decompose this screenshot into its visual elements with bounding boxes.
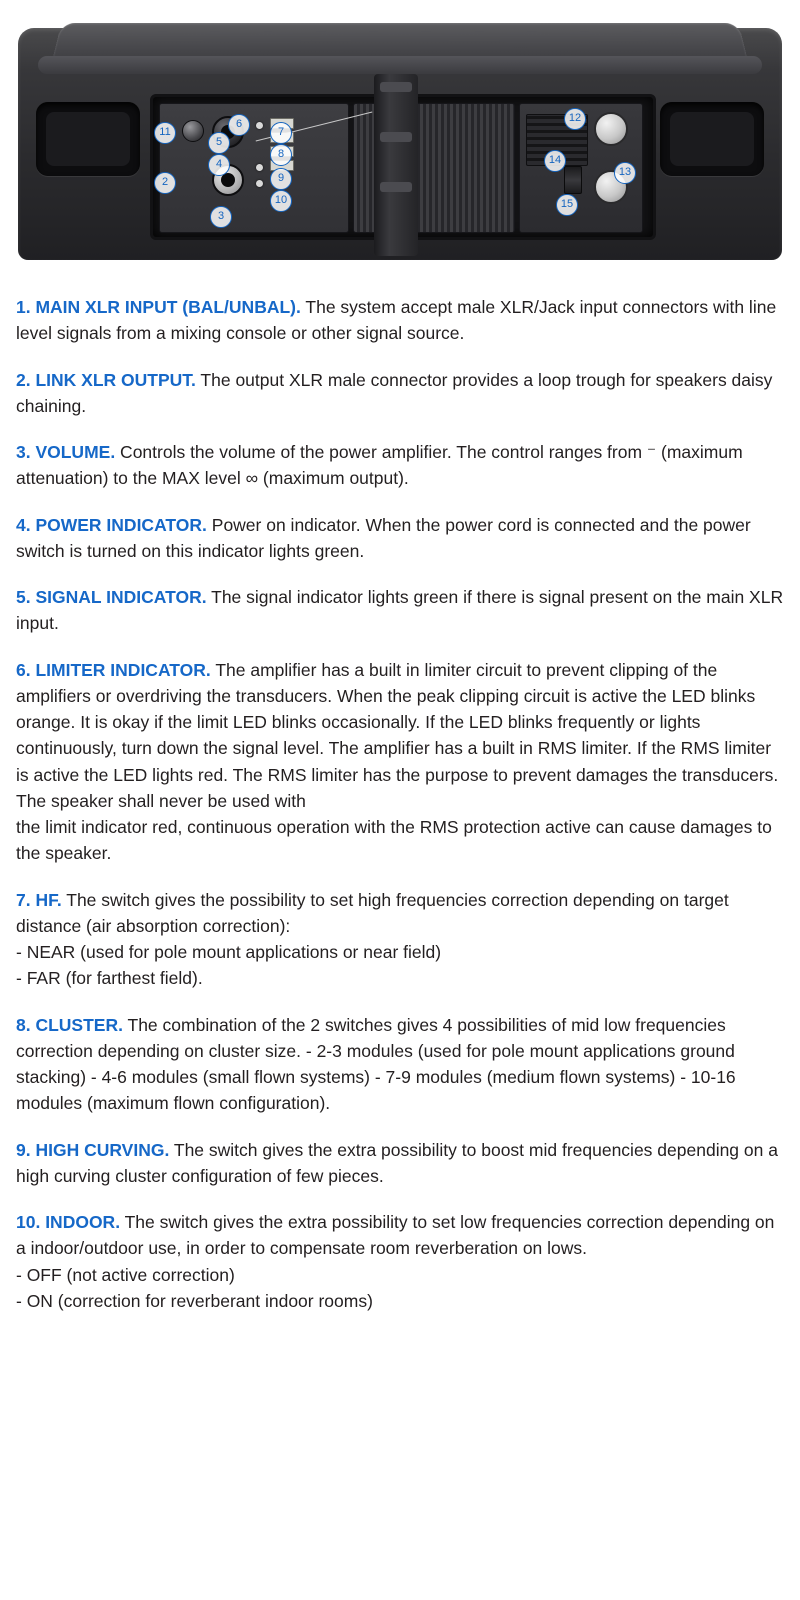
power-inlet-connector bbox=[594, 112, 628, 146]
signal-led bbox=[256, 164, 263, 171]
entry-6-body: The amplifier has a built in limiter circuit to prevent clipping of the amplifiers or overdriving the transducers. When the peak clipping circuit is active the LED blinks orange. It is okay if the limit LED blinks occasionally. If the LED blinks frequently or lights continuously, turn down the signal level. The amplifier has a built in RMS limiter. If the RMS limiter is active the LED lights red. The RMS limiter has the purpose to prevent damages the transducers. The speaker shall never be used with bbox=[16, 659, 779, 811]
callout-9: 9 bbox=[270, 168, 292, 190]
rigging-bar-mid bbox=[380, 132, 412, 142]
rigging-bar-top bbox=[380, 82, 412, 92]
callout-6: 6 bbox=[228, 114, 250, 136]
entry-4-body: Power on indicator. When the power cord is connected and the power switch is turned on this indicator lights green. bbox=[16, 514, 751, 561]
callout-14: 14 bbox=[544, 150, 566, 172]
entry-2-term: 2. LINK XLR OUTPUT. bbox=[16, 369, 196, 390]
entry-7-extra2: - FAR (for farthest field). bbox=[16, 968, 203, 989]
entry-6-term: 6. LIMITER INDICATOR. bbox=[16, 659, 211, 680]
callout-11: 11 bbox=[154, 122, 176, 144]
entry-1 bbox=[16, 294, 784, 347]
entry-8 bbox=[16, 1012, 784, 1117]
handle-right bbox=[660, 102, 764, 176]
handle-left-inner bbox=[46, 112, 130, 166]
entry-8-body: The combination of the 2 switches gives 4 possibilities of mid low frequencies correction depending on cluster size. - 2-3 modules (used for pole mount applications ground stacking) - 4-6 modules (small flown systems) - 7-9 modules (medium flown systems) - 10-16 modules (maximum flown configuration). bbox=[16, 1014, 736, 1114]
cabinet-top-edge bbox=[38, 56, 762, 74]
entry-4 bbox=[16, 512, 784, 565]
entry-10-body: The switch gives the extra possibility to set low frequencies correction depending on a indoor/outdoor use, in order to compensate room reverberation on lows. bbox=[16, 1212, 775, 1259]
entry-8-term: 8. CLUSTER. bbox=[16, 1014, 123, 1035]
entry-1-term: 1. MAIN XLR INPUT (BAL/UNBAL). bbox=[16, 297, 301, 317]
entry-7-term: 7. HF. bbox=[16, 889, 62, 910]
entry-1-body: The system accept male XLR/Jack input connectors with line level signals from a mixing console or other signal source. bbox=[16, 297, 777, 344]
entry-2 bbox=[16, 367, 784, 420]
limiter-led bbox=[256, 122, 263, 129]
entry-3 bbox=[16, 439, 784, 492]
callout-7: 7 bbox=[270, 122, 292, 144]
entry-7-extra: - NEAR (used for pole mount applications or near field) bbox=[16, 942, 442, 962]
callout-12: 12 bbox=[564, 108, 586, 130]
entry-7 bbox=[16, 887, 784, 992]
power-led bbox=[256, 180, 263, 187]
callout-13: 13 bbox=[614, 162, 636, 184]
power-switch bbox=[564, 166, 582, 194]
entry-10-term: 10. INDOOR. bbox=[16, 1212, 121, 1232]
entry-4-term: 4. POWER INDICATOR. bbox=[16, 514, 207, 535]
handle-left bbox=[36, 102, 140, 176]
entry-5-body: The signal indicator lights green if there is signal present on the main XLR input. bbox=[16, 587, 784, 634]
entry-6-extra: the limit indicator red, continuous operation with the RMS protection active can cause damages to the speaker. bbox=[16, 817, 772, 864]
feature-descriptions bbox=[0, 280, 800, 1358]
callout-8: 8 bbox=[270, 144, 292, 166]
entry-9 bbox=[16, 1137, 784, 1190]
callout-5: 5 bbox=[208, 132, 230, 154]
entry-6 bbox=[16, 657, 784, 867]
rigging-column bbox=[374, 74, 418, 256]
callout-15: 15 bbox=[556, 194, 578, 216]
connector-panel bbox=[159, 103, 349, 233]
entry-9-body: The switch gives the extra possibility to boost mid frequencies depending on a high curving cluster configuration of few pieces. bbox=[16, 1139, 778, 1186]
entry-3-body: Controls the volume of the power amplifier. The control ranges from ⁻ (maximum attenuation) to the MAX level ∞ (maximum output). bbox=[16, 442, 743, 489]
volume-knob bbox=[182, 120, 204, 142]
callout-4: 4 bbox=[208, 154, 230, 176]
entry-10 bbox=[16, 1209, 784, 1314]
rigging-bar-bottom bbox=[380, 182, 412, 192]
entry-5 bbox=[16, 584, 784, 637]
entry-5-term: 5. SIGNAL INDICATOR. bbox=[16, 587, 207, 607]
callout-3: 3 bbox=[210, 206, 232, 228]
entry-10-extra2: - ON (correction for reverberant indoor rooms) bbox=[16, 1290, 373, 1311]
entry-9-term: 9. HIGH CURVING. bbox=[16, 1139, 170, 1160]
callout-12-left: 2 bbox=[154, 172, 176, 194]
entry-2-body: The output XLR male connector provides a loop trough for speakers daisy chaining. bbox=[16, 369, 773, 416]
handle-right-inner bbox=[670, 112, 754, 166]
entry-10-extra: - OFF (not active correction) bbox=[16, 1264, 235, 1285]
product-figure bbox=[0, 0, 800, 280]
callout-10: 10 bbox=[270, 190, 292, 212]
entry-7-body: The switch gives the possibility to set high frequencies correction depending on target distance (air absorption correction): bbox=[16, 889, 729, 936]
entry-3-term: 3. VOLUME. bbox=[16, 442, 116, 462]
speaker-illustration bbox=[18, 22, 782, 262]
